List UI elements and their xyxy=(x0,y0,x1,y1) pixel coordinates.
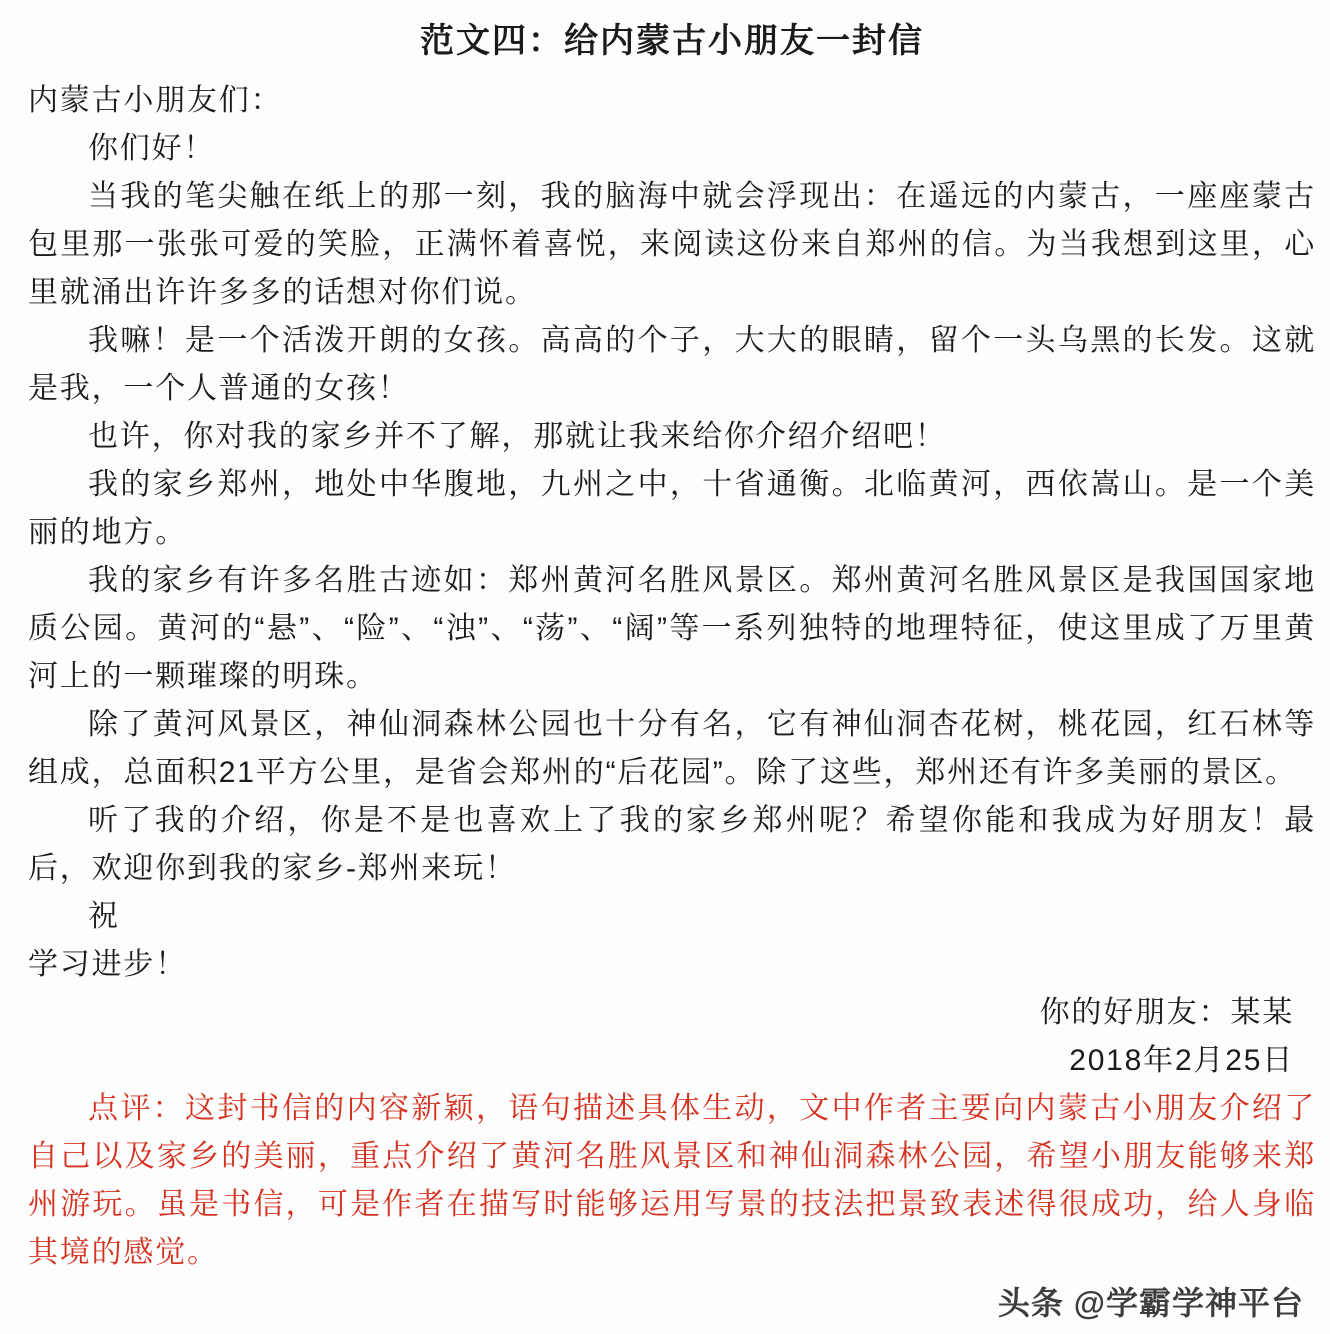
letter-closing-lead: 祝 xyxy=(88,900,120,933)
letter-paragraph-1: 当我的笔尖触在纸上的那一刻，我的脑海中就会浮现出：在遥远的内蒙古，一座座蒙古包里那一张张可爱的笑脸，正满怀着喜悦，来阅读这份来自郑州的信。为当我想到这里，心里就涌出许许多多的话想对你们说。 xyxy=(28,180,1316,309)
letter-paragraph-6: 除了黄河风景区，神仙洞森林公园也十分有名，它有神仙洞杏花树，桃花园，红石林等组成，总面积21平方公里，是省会郑州的“后花园”。除了这些，郑州还有许多美丽的景区。 xyxy=(28,708,1316,789)
letter-paragraph-2: 我嘛！是一个活泼开朗的女孩。高高的个子，大大的眼睛，留个一头乌黑的长发。这就是我，一个人普通的女孩！ xyxy=(28,324,1316,405)
letter-closing: 学习进步！ xyxy=(28,948,187,981)
teacher-review: 点评：这封书信的内容新颖，语句描述具体生动，文中作者主要向内蒙古小朋友介绍了自己以及家乡的美丽，重点介绍了黄河名胜风景区和神仙洞森林公园，希望小朋友能够来郑州游玩。虽是书信，可是作者在描写时能够运用写景的技法把景致表述得很成功，给人身临其境的感觉。 xyxy=(28,1092,1316,1269)
letter-paragraph-7: 听了我的介绍，你是不是也喜欢上了我的家乡郑州呢？希望你能和我成为好朋友！最后，欢迎你到我的家乡-郑州来玩！ xyxy=(28,804,1316,885)
letter-greeting: 你们好！ xyxy=(88,132,216,165)
letter-paragraph-3: 也许，你对我的家乡并不了解，那就让我来给你介绍介绍吧！ xyxy=(88,420,947,453)
toutiao-watermark: 头条 @学霸学神平台 xyxy=(997,1285,1304,1321)
letter-date: 2018年2月25日 xyxy=(1069,1044,1294,1077)
letter-paragraph-5: 我的家乡有许多名胜古迹如：郑州黄河名胜风景区。郑州黄河名胜风景区是我国国家地质公园。黄河的“悬”、“险”、“浊”、“荡”、“阔”等一系列独特的地理特征，使这里成了万里黄河上的一颗璀璨的明珠。 xyxy=(28,564,1316,693)
essay-title: 范文四：给内蒙古小朋友一封信 xyxy=(420,22,924,60)
letter-paragraph-4: 我的家乡郑州，地处中华腹地，九州之中，十省通衡。北临黄河，西依嵩山。是一个美丽的地方。 xyxy=(28,468,1316,549)
letter-signature: 你的好朋友：某某 xyxy=(1039,996,1294,1029)
letter-salutation: 内蒙古小朋友们： xyxy=(28,84,283,117)
